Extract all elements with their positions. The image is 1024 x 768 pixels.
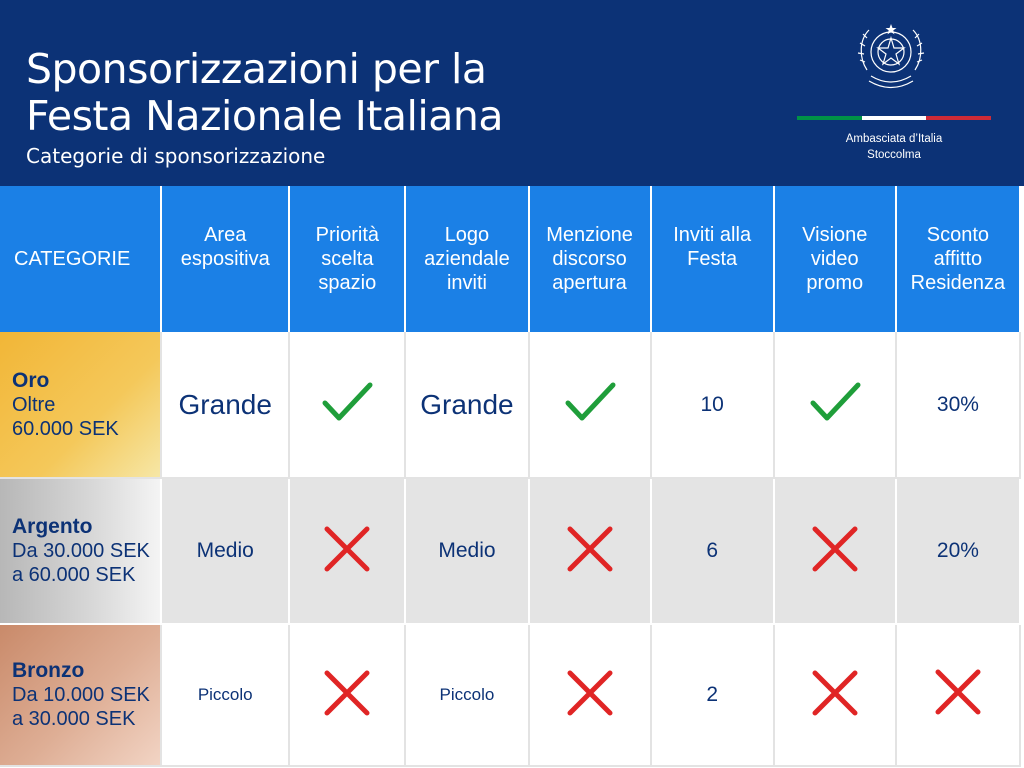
category-cell-bronzo (0, 624, 161, 766)
category-name: Oro (12, 368, 50, 392)
menzione-cell (529, 332, 651, 478)
visione-cell (774, 624, 896, 766)
table-row-oro (0, 332, 1020, 478)
category-cell-oro (0, 332, 161, 478)
cross-icon (563, 670, 617, 716)
category-range-line-2: a 60.000 SEK (12, 564, 136, 586)
inviti-cell: 2 (651, 624, 774, 766)
cross-icon (320, 670, 374, 716)
sconto-cell: 30% (896, 332, 1020, 478)
check-icon (320, 379, 374, 425)
embassy-line-1: Ambasciata d’Italia (845, 133, 943, 145)
cross-icon (563, 526, 617, 572)
category-name: Argento (12, 515, 93, 538)
category-range-line-2: a 30.000 SEK (12, 708, 136, 730)
category-name: Bronzo (12, 659, 85, 682)
col-header-area: Area espositiva (161, 186, 289, 332)
visione-cell (774, 478, 896, 624)
embassy-line-2: Stoccolma (867, 149, 921, 161)
sponsorship-table (0, 186, 1021, 767)
cross-icon (320, 526, 374, 572)
title-line-1: Sponsorizzazioni per la (26, 45, 487, 93)
category-range-line-1: Da 30.000 SEK (12, 540, 150, 562)
menzione-cell (529, 624, 651, 766)
col-header-logo: Logo aziendale inviti (405, 186, 528, 332)
table-row-bronzo (0, 624, 1020, 766)
priorita-cell (289, 624, 405, 766)
page-title (26, 46, 503, 140)
category-range-line-1: Oltre (12, 393, 56, 416)
italian-flag-stripe (797, 116, 991, 120)
priorita-cell (289, 332, 405, 478)
area-cell: Piccolo (161, 624, 289, 766)
logo-cell: Grande (405, 332, 528, 478)
header-banner (0, 0, 1024, 186)
priorita-cell (289, 478, 405, 624)
col-header-menzione: Menzione discorso apertura (529, 186, 651, 332)
emblem-of-italy-icon (853, 18, 929, 104)
logo-cell: Medio (405, 478, 528, 624)
col-header-inviti: Inviti alla Festa (651, 186, 774, 332)
page-subtitle: Categorie di sponsorizzazione (26, 144, 326, 168)
embassy-label (800, 131, 988, 163)
sconto-cell (896, 624, 1020, 766)
cross-icon (808, 670, 862, 716)
col-header-visione: Visione video promo (774, 186, 896, 332)
check-icon (563, 379, 617, 425)
category-range-line-2: 60.000 SEK (12, 417, 119, 440)
cross-icon (931, 669, 985, 715)
check-icon (808, 379, 862, 425)
title-line-2: Festa Nazionale Italiana (26, 92, 504, 140)
inviti-cell: 10 (651, 332, 774, 478)
area-cell: Medio (161, 478, 289, 624)
menzione-cell (529, 478, 651, 624)
col-header-categorie: CATEGORIE (0, 186, 161, 332)
cross-icon (808, 526, 862, 572)
category-cell-argento (0, 478, 161, 624)
inviti-cell: 6 (651, 478, 774, 624)
visione-cell (774, 332, 896, 478)
logo-cell: Piccolo (405, 624, 528, 766)
table-header-row (0, 186, 1020, 332)
category-range-line-1: Da 10.000 SEK (12, 684, 150, 706)
sconto-cell: 20% (896, 478, 1020, 624)
col-header-priorita: Priorità scelta spazio (289, 186, 405, 332)
area-cell: Grande (161, 332, 289, 478)
table-row-argento (0, 478, 1020, 624)
col-header-sconto: Sconto affitto Residenza (896, 186, 1020, 332)
